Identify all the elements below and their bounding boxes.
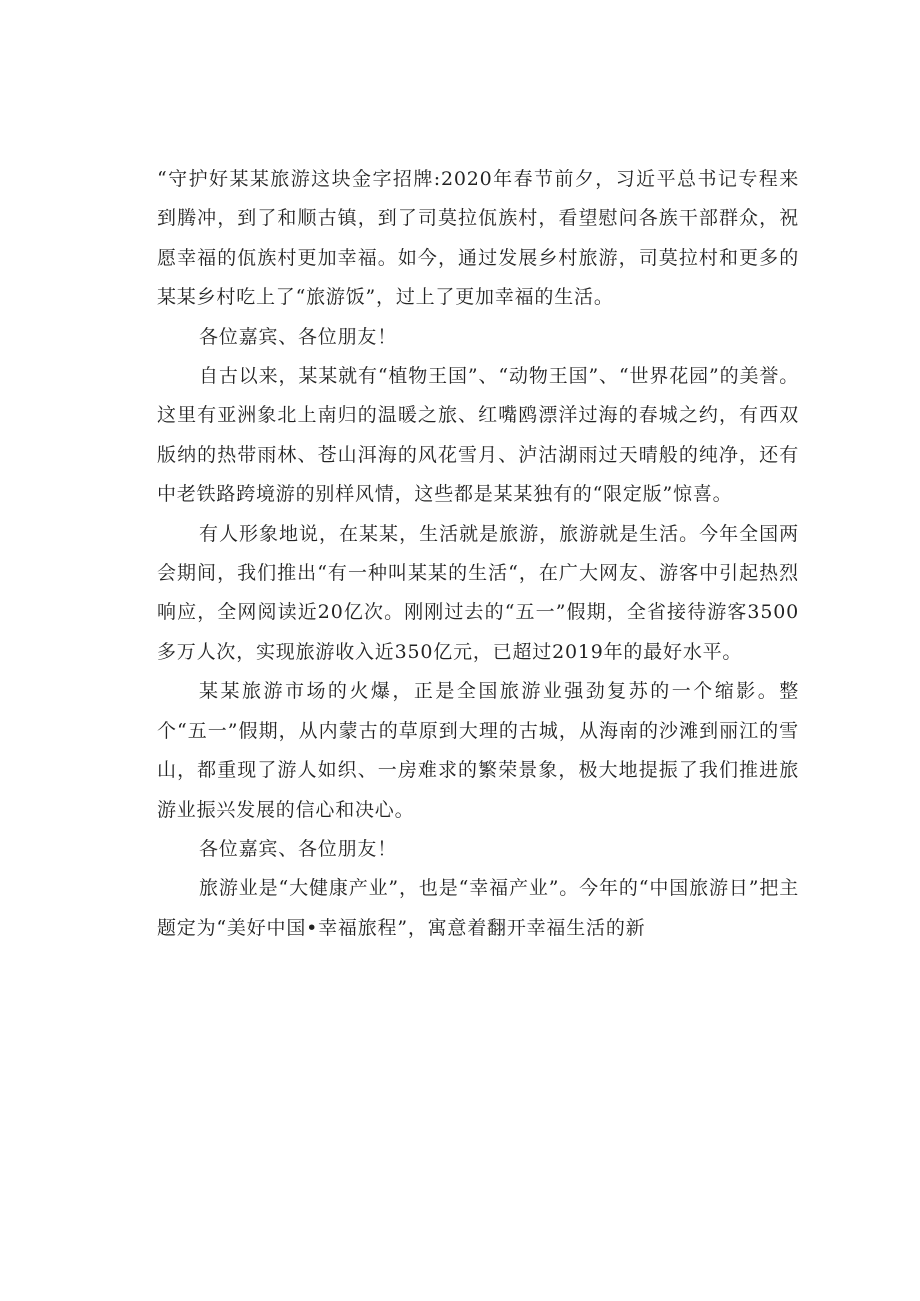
document-body (157, 160, 799, 948)
paragraph-tourism-recovery: 某某旅游市场的火爆，正是全国旅游业强劲复苏的一个缩影。整个“五一”假期，从内蒙古的草原到大理的古城，从海南的沙滩到丽江的雪山，都重现了游人如织、一房难求的繁荣景象，极大地提振了我们推进旅游业振兴发展的信心和决心。 (157, 680, 799, 821)
paragraph-yunnan-reputation: 自古以来，某某就有“植物王国”、“动物王国”、“世界花园”的美誉。这里有亚洲象北上南归的温暖之旅、红嘴鸥漂洋过海的春城之约，有西双版纳的热带雨林、苍山洱海的风花雪月、泸沽湖雨过天晴般的纯净，还有中老铁路跨境游的别样风情，这些都是某某独有的“限定版”惊喜。 (157, 365, 799, 506)
paragraph-greeting: 各位嘉宾、各位朋友！ (199, 837, 398, 860)
paragraph-life-is-travel: 有人形象地说，在某某，生活就是旅游，旅游就是生活。今年全国两会期间，我们推出“有一种叫某某的生活“，在广大网友、游客中引起热烈响应，全网阅读近20亿次。刚刚过去的“五一”假期，全省接待游客3500多万人次，实现旅游收入近350亿元，已超过2019年的最好水平。 (157, 522, 799, 663)
paragraph-happiness-industry: 旅游业是“大健康产业”，也是“幸福产业”。今年的“中国旅游日”把主题定为“美好中国•幸福旅程”，寓意着翻开幸福生活的新 (157, 877, 799, 939)
paragraph-continuation: “守护好某某旅游这块金字招牌:2020年春节前夕，习近平总书记专程来到腾冲，到了和顺古镇，到了司莫拉佤族村，看望慰问各族干部群众，祝愿幸福的佤族村更加幸福。如今，通过发展乡村旅游，司莫拉村和更多的某某乡村吃上了“旅游饭”，过上了更加幸福的生活。 (157, 168, 799, 309)
paragraph-greeting: 各位嘉宾、各位朋友！ (199, 325, 398, 348)
